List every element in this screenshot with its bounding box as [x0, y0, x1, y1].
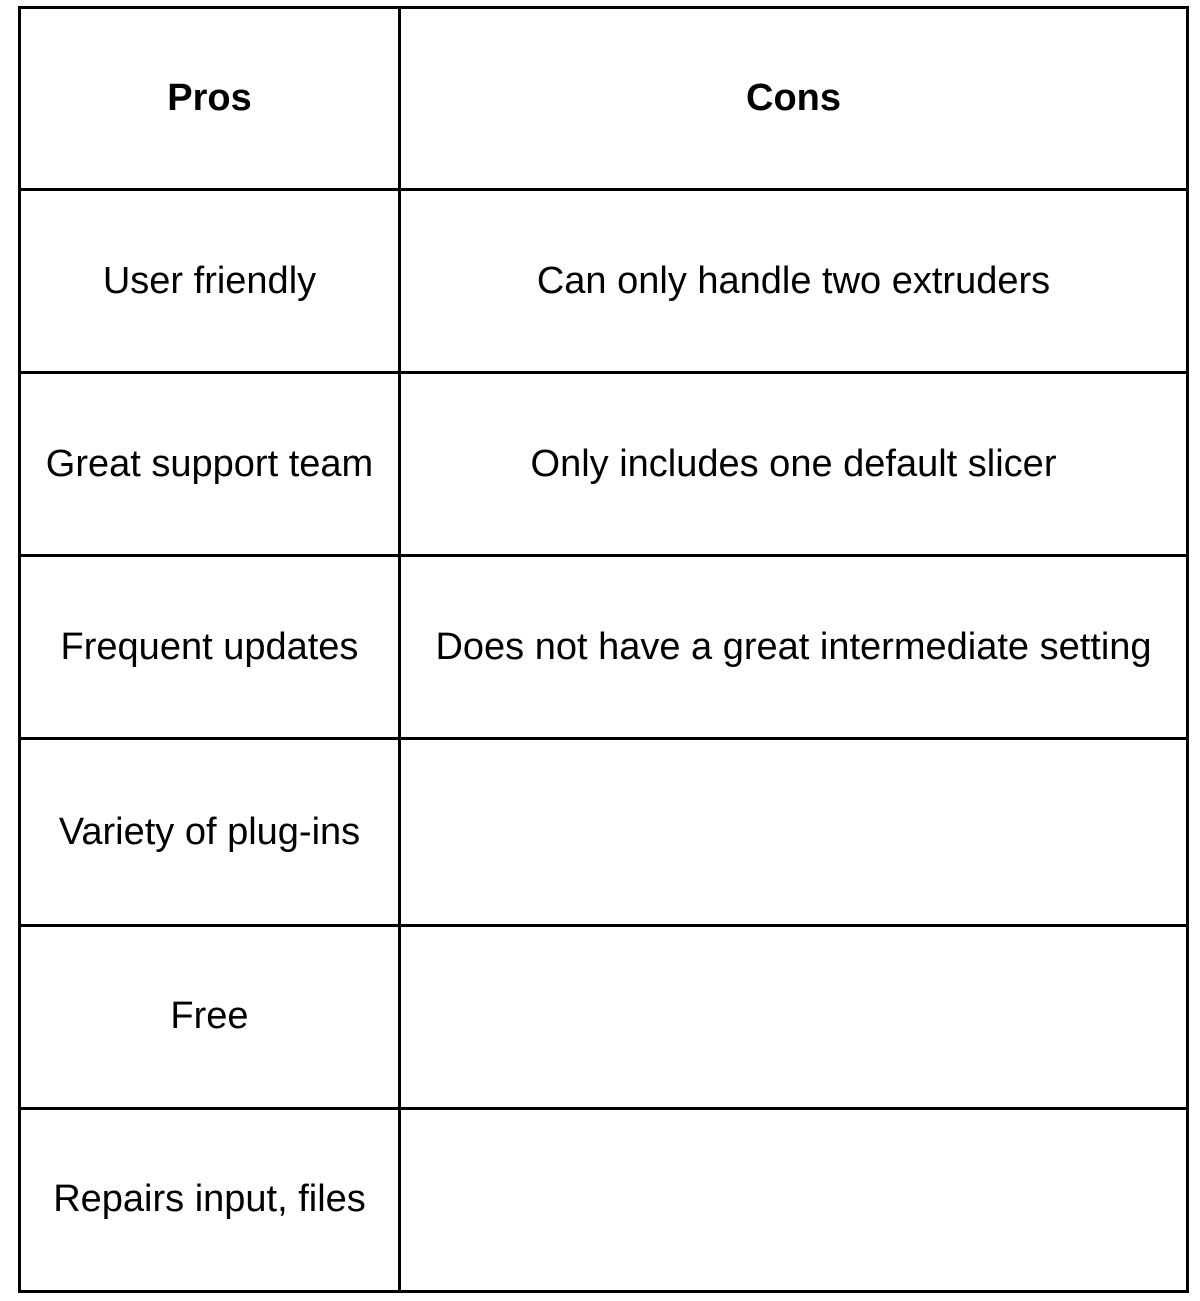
pro-cell: Free — [20, 925, 400, 1108]
table-row — [20, 190, 1188, 373]
pro-cell: Great support team — [20, 373, 400, 556]
table-row — [20, 1108, 1188, 1291]
pro-cell: Frequent updates — [20, 556, 400, 739]
pro-cell: Repairs input, files — [20, 1108, 400, 1291]
table-row — [20, 556, 1188, 739]
con-cell — [400, 739, 1188, 925]
table-row — [20, 925, 1188, 1108]
con-cell: Can only handle two extruders — [400, 190, 1188, 373]
con-cell: Does not have a great intermediate setting — [400, 556, 1188, 739]
table-row — [20, 739, 1188, 925]
con-cell — [400, 1108, 1188, 1291]
header-cons: Cons — [400, 8, 1188, 190]
header-pros: Pros — [20, 8, 400, 190]
con-cell: Only includes one default slicer — [400, 373, 1188, 556]
pros-cons-table — [18, 6, 1189, 1293]
pro-cell: User friendly — [20, 190, 400, 373]
pro-cell: Variety of plug-ins — [20, 739, 400, 925]
con-cell — [400, 925, 1188, 1108]
table-header-row — [20, 8, 1188, 190]
table-row — [20, 373, 1188, 556]
